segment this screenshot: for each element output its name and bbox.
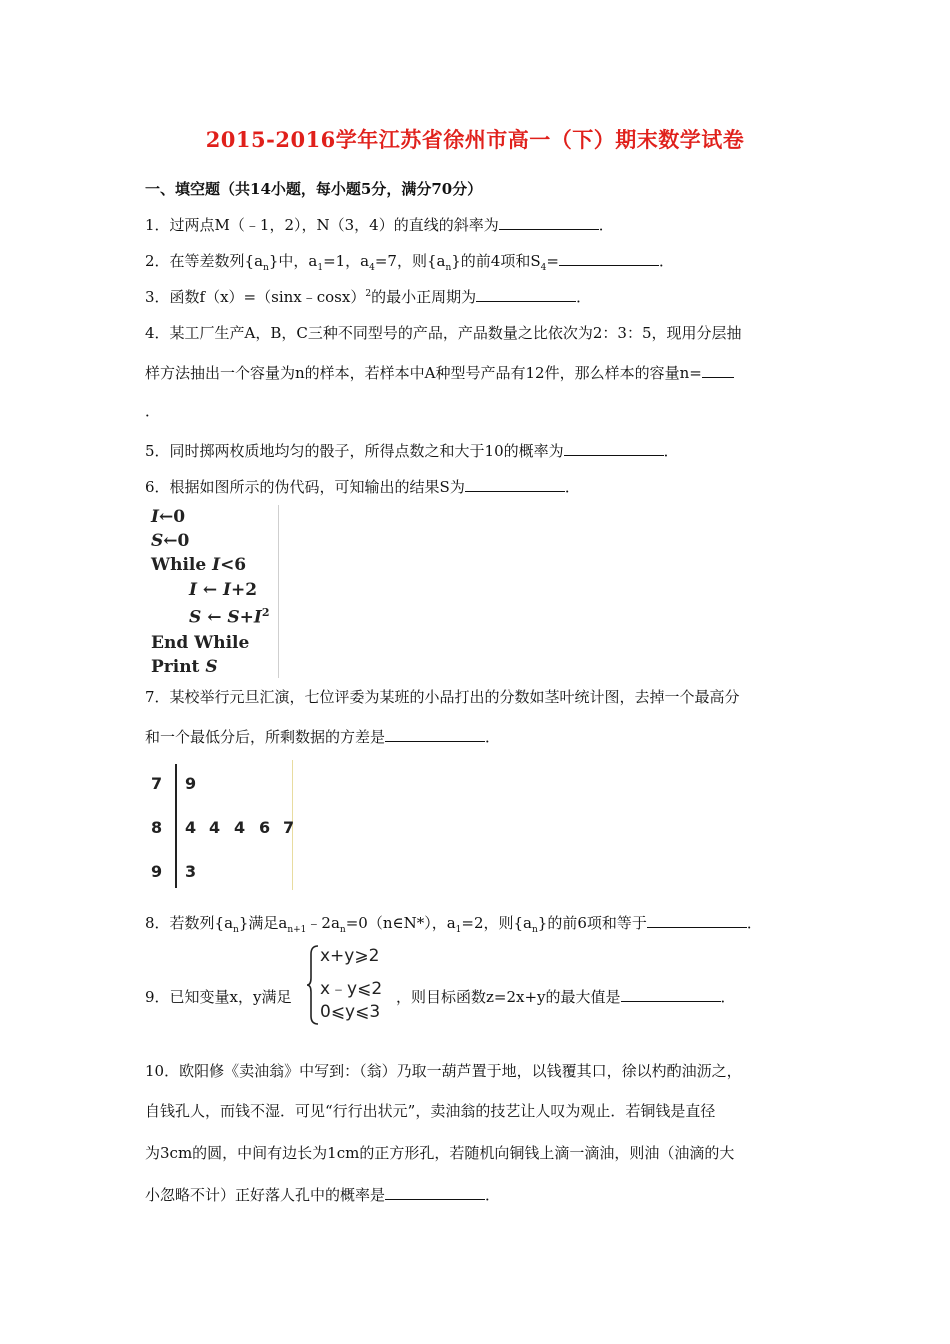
- pseudocode-figure: [145, 505, 279, 678]
- question-8: 8．若数列$\{a_n\}$满足$a_{n+1}﹣2a_n=0(n\in N*)$，$a_1=2$，则$\{a_n\}$的前6项和等于 ．: [145, 914, 762, 935]
- answer-blank-8[interactable]: [647, 913, 747, 928]
- answer-blank-10[interactable]: [385, 1185, 485, 1200]
- answer-blank-1[interactable]: [499, 215, 599, 230]
- answer-blank-3[interactable]: [476, 287, 576, 302]
- leaf: 9: [185, 774, 197, 793]
- question-4-line1: 4．某工厂生产A，B，C三种不同型号的产品，产品数量之比依次为2：3：5，现用分层抽: [145, 324, 742, 342]
- question-9-stem: 9．已知变量x，y满足: [145, 988, 292, 1006]
- left-brace-icon: [306, 944, 320, 1026]
- answer-blank-2[interactable]: [559, 251, 659, 266]
- question-4-end: ．: [145, 402, 161, 420]
- constraint-1: x+y⩾2: [320, 946, 380, 966]
- question-1-text: 1．过两点M（﹣1，2），N（3，4）的直线的斜率为: [145, 216, 499, 234]
- question-10-line2: 自钱孔人，而钱不湿．可见“行行出状元”，卖油翁的技艺让人叹为观止．若铜钱是直径: [145, 1102, 716, 1120]
- leaf: 7: [283, 818, 295, 837]
- constraint-2: x﹣y⩽2: [320, 979, 383, 999]
- code-line-6: End While: [151, 633, 250, 653]
- answer-blank-9[interactable]: [621, 987, 721, 1002]
- leaf: 3: [185, 862, 197, 881]
- question-10-line4: 小忽略不计）正好落人孔中的概率是 ．: [145, 1186, 501, 1204]
- question-9-rest: ，则目标函数z=2x+y的最大值是 ．: [396, 988, 736, 1006]
- stem-leaf-plot: [145, 760, 295, 890]
- code-line-4: I ← I+2: [189, 580, 258, 600]
- stem-8: 8: [151, 818, 163, 837]
- answer-blank-4[interactable]: [702, 363, 734, 378]
- question-7-line1: 7．某校举行元旦汇演，七位评委为某班的小品打出的分数如茎叶统计图，去掉一个最高分: [145, 688, 740, 706]
- question-5: 5．同时掷两枚质地均匀的骰子，所得点数之和大于10的概率为 ．: [145, 442, 679, 460]
- question-1: 1．过两点M（﹣1，2），N（3，4）的直线的斜率为 ．: [145, 216, 614, 234]
- code-line-5: S ← $S+I^2$: [189, 606, 270, 628]
- question-2: 2．在等差数列$\{a_n\}$中，$a_1=1$，$a_4=7$，则$\{a_n\}$的前4项和$S_4=$ ．: [145, 252, 674, 273]
- code-line-1: I←0: [151, 507, 186, 527]
- code-line-2: S←0: [151, 531, 190, 551]
- answer-blank-5[interactable]: [564, 441, 664, 456]
- stem-9: 9: [151, 862, 163, 881]
- constraint-3: 0⩽y⩽3: [320, 1002, 381, 1022]
- question-10-line1: 10．欧阳修《卖油翁》中写到：（翁）乃取一葫芦置于地，以钱覆其口，徐以杓酌油沥之，: [145, 1062, 742, 1080]
- code-line-7: Print S: [151, 657, 218, 677]
- question-10-line3: 为3cm的圆，中间有边长为1cm的正方形孔，若随机向铜钱上滴一滴油，则油（油滴的大: [145, 1144, 735, 1162]
- section-heading: 一、填空题（共14小题，每小题5分，满分70分）: [145, 180, 483, 198]
- constraint-system: [306, 944, 396, 1026]
- answer-blank-6[interactable]: [465, 477, 565, 492]
- stem-divider: [175, 764, 177, 888]
- question-7-line2: 和一个最低分后，所剩数据的方差是 ．: [145, 728, 501, 746]
- page-title: 2015-2016学年江苏省徐州市高一（下）期末数学试卷: [205, 127, 745, 152]
- leaf: 4: [185, 818, 197, 837]
- code-line-3: While I<6: [151, 555, 247, 575]
- leaf: 6: [259, 818, 271, 837]
- answer-blank-7[interactable]: [385, 727, 485, 742]
- question-4-line2: 样方法抽出一个容量为n的样本，若样本中A种型号产品有12件，那么样本的容量n=: [145, 362, 734, 383]
- leaf: 4: [234, 818, 246, 837]
- stem-7: 7: [151, 774, 163, 793]
- leaf: 4: [209, 818, 221, 837]
- question-3: 3．函数f（x）=（sinx﹣cosx）$^2$的最小正周期为 ．: [145, 288, 592, 306]
- question-6: 6．根据如图所示的伪代码，可知输出的结果S为 ．: [145, 478, 580, 496]
